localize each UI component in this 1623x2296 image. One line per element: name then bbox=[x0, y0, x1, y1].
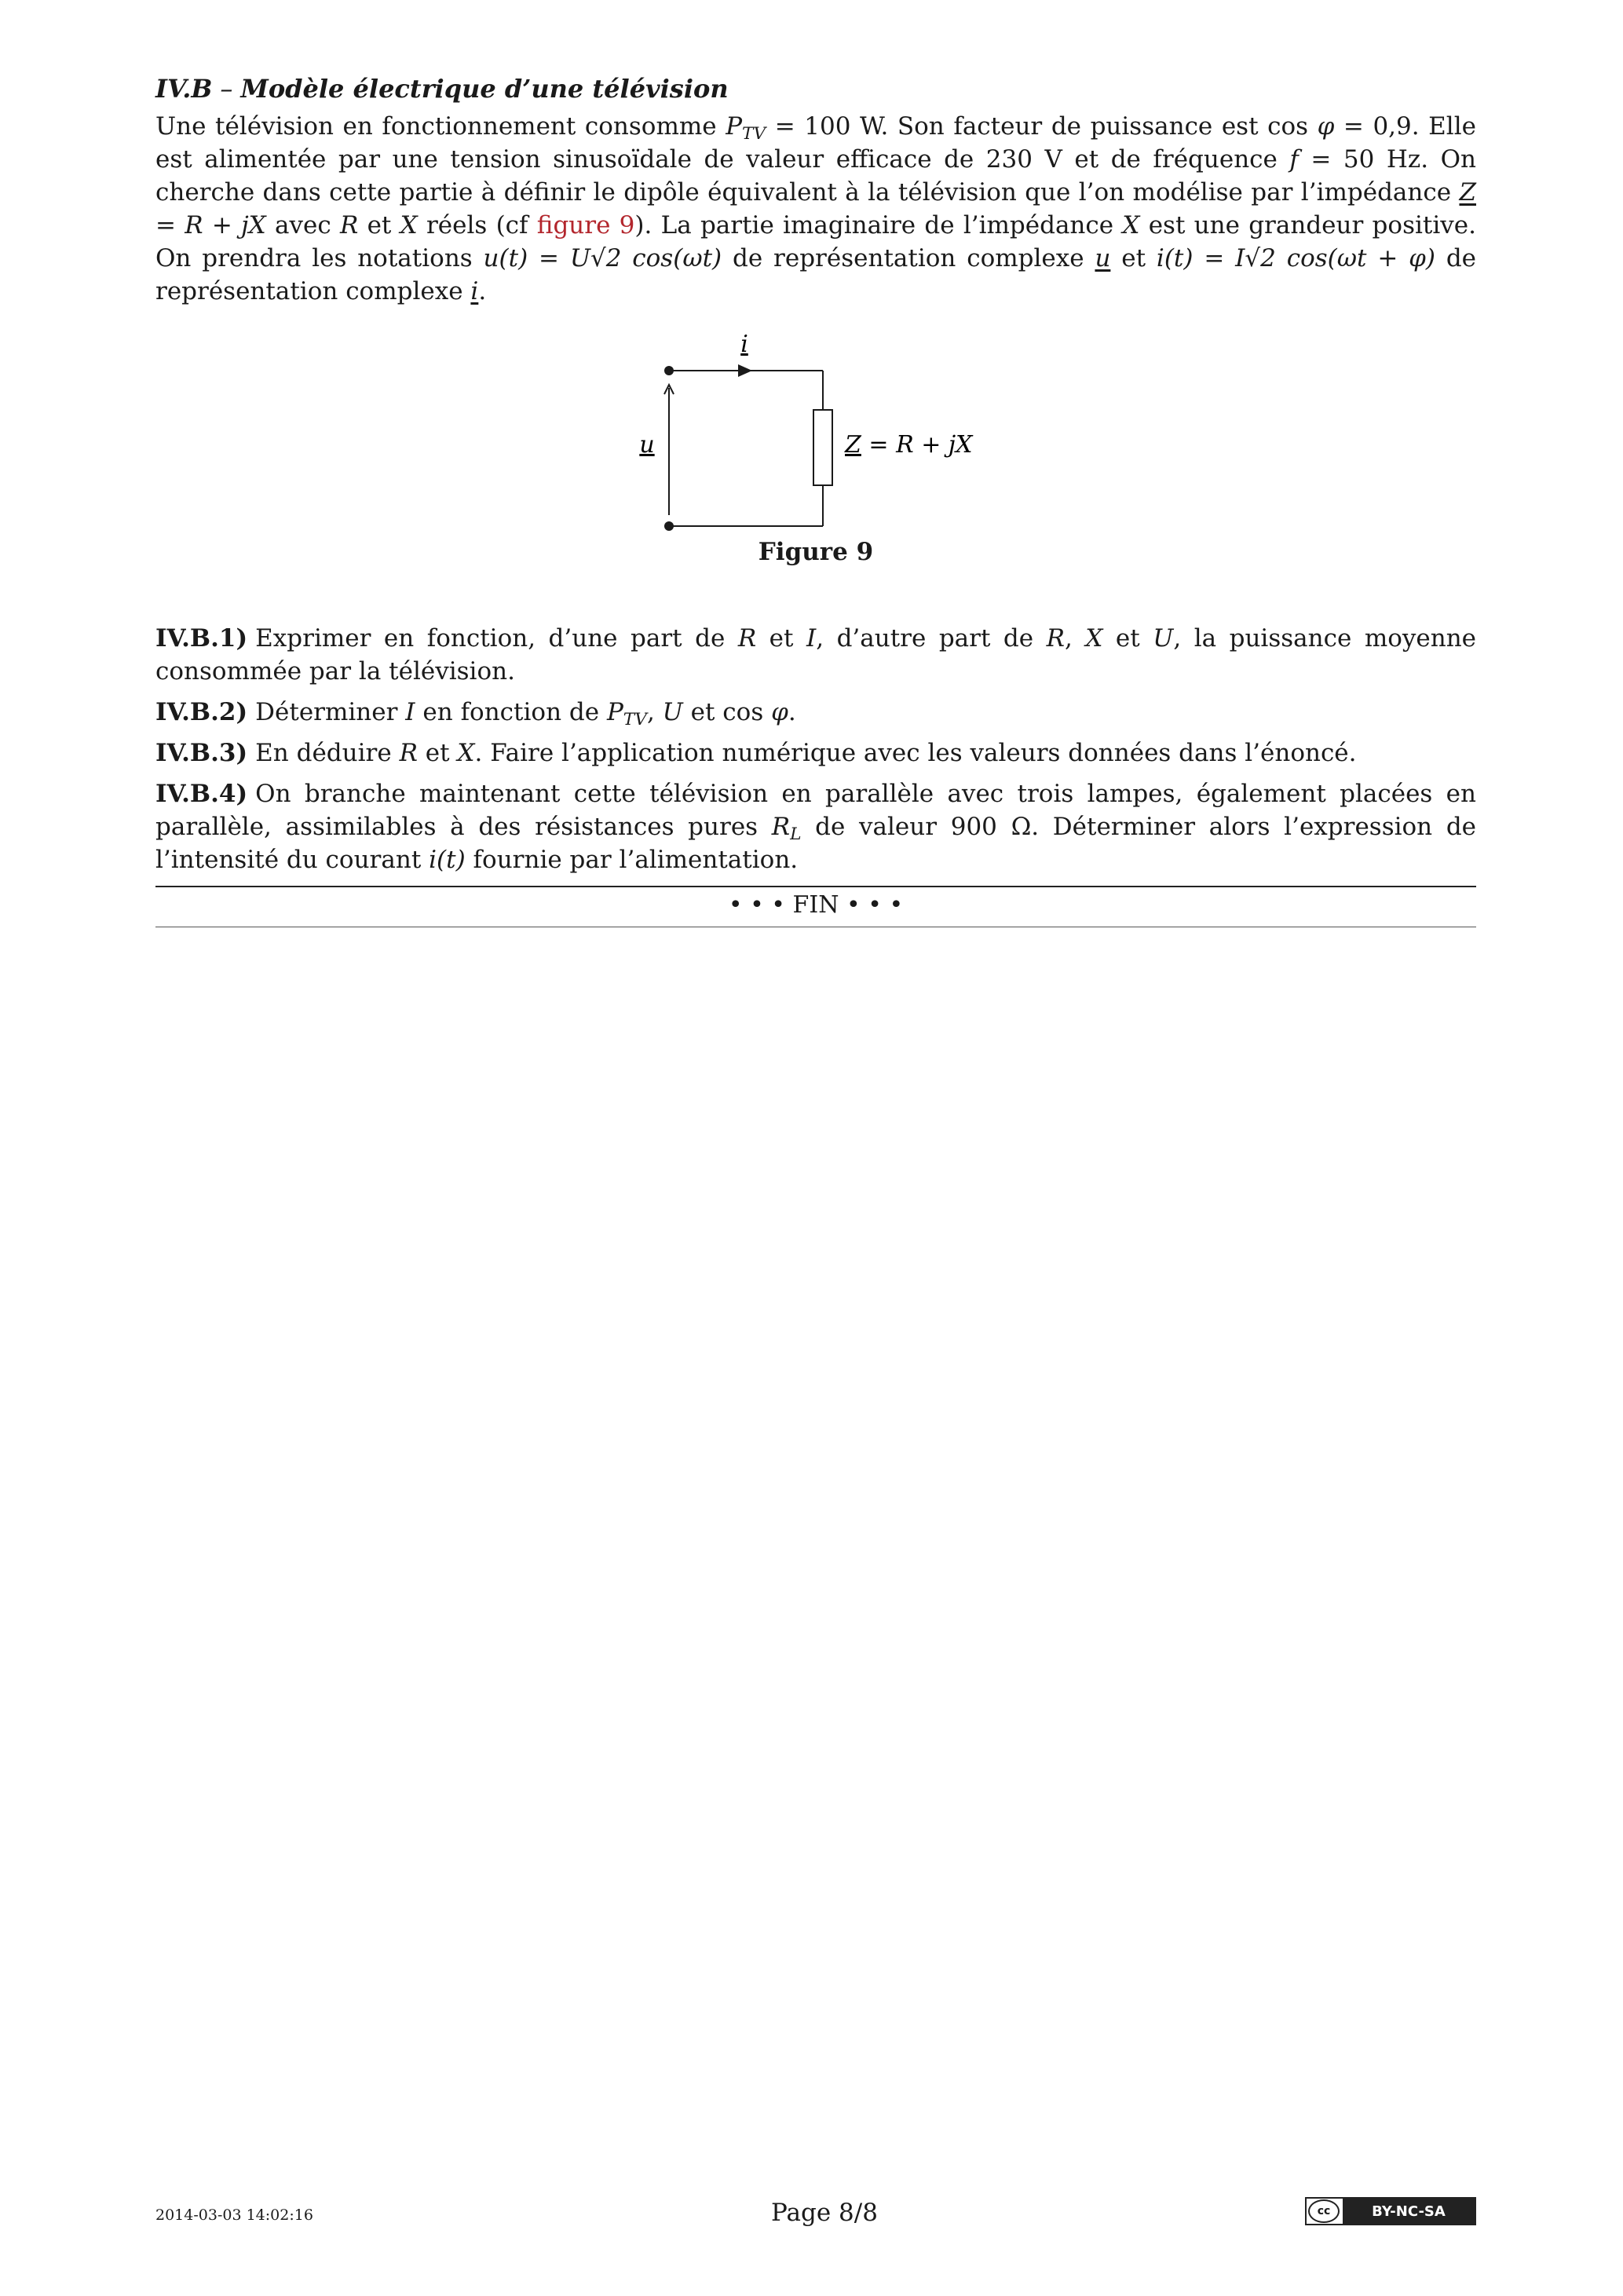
question-2: IV.B.2) Déterminer I en fonction de $P_{TV}$, U et cos φ. bbox=[155, 698, 796, 729]
voltage-label: u bbox=[639, 431, 655, 459]
page-content bbox=[155, 72, 1476, 884]
current-arrowhead bbox=[738, 364, 752, 377]
question-3: IV.B.3) En déduire R et X. Faire l’application numérique avec les valeurs données dans l’énoncé. bbox=[155, 739, 1357, 767]
figure-9-link[interactable]: figure 9 bbox=[536, 211, 635, 239]
section-dash: – bbox=[220, 74, 233, 104]
circuit-diagram bbox=[155, 324, 1476, 536]
cc-icon: cc bbox=[1308, 2199, 1340, 2223]
top-terminal bbox=[664, 366, 674, 375]
impedance-resistor bbox=[813, 410, 832, 485]
section-title: Modèle électrique d’une télévision bbox=[240, 74, 729, 104]
intro-paragraph: Une télévision en fonctionnement consomme $P_{TV} = 100$ W. Son facteur de puissance est cos φ = 0,9. Elle est alimentée par une tension sinusoïdale de valeur efficace de 230 V et de fréquence f = 50 Hz. On cherche dans cette partie à définir le dipôle équivalent à la télévision que l’on modélise par l’impédance Z = R + jX avec R et X réels (cf figure 9). La partie imaginaire de l’impédance X est une grandeur positive. On prendra les notations u(t) = U√2 cos(ωt) de représentation complexe u et i(t) = I√2 cos(ωt + φ) de représentation complexe i. bbox=[155, 112, 1477, 305]
section-heading bbox=[155, 72, 1476, 105]
question-1: IV.B.1) Exprimer en fonction, d’une part de R et I, d’autre part de R, X et U, la puissance moyenne consommée par la télévision. bbox=[155, 624, 1477, 686]
footer-date: 2014-03-03 14:02:16 bbox=[155, 2206, 313, 2224]
end-marker: • • • FIN • • • bbox=[155, 886, 1476, 927]
question-4: IV.B.4) On branche maintenant cette télévision en parallèle avec trois lampes, également placées en parallèle, assimilables à des résistances pures $R_L$ de valeur 900 Ω. Déterminer alors l’expression de l’intensité du courant i(t) fournie par l’alimentation. bbox=[155, 780, 1477, 874]
figure-caption: Figure 9 bbox=[758, 538, 874, 566]
bottom-terminal bbox=[664, 521, 674, 531]
figure-9 bbox=[155, 324, 1476, 622]
impedance-expression: = R + jX bbox=[861, 431, 973, 459]
impedance-z: Z bbox=[845, 431, 861, 459]
impedance-label bbox=[844, 431, 974, 459]
page-number: Page 8/8 bbox=[771, 2199, 878, 2227]
license-text: BY-NC-SA bbox=[1343, 2199, 1475, 2224]
license-badge bbox=[1305, 2197, 1476, 2225]
section-label: IV.B bbox=[155, 74, 213, 104]
current-label: i bbox=[740, 331, 748, 358]
